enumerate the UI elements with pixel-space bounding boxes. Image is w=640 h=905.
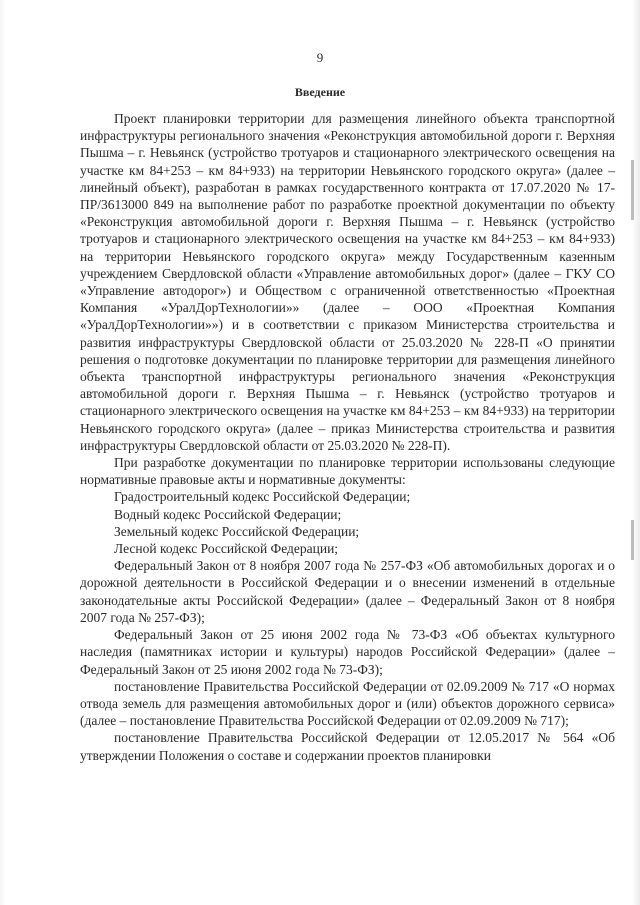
list-item-law-257: Федеральный Закон от 8 ноября 2007 года № 257-ФЗ «Об автомобильных дорогах и о дорожной деятельности в Российской Федерации и о внесении изменений в отдельные законодательные акты Российской Федерации» (далее – Федеральный Закон от 8 ноября 2007 года № 257-ФЗ); (80, 558, 615, 625)
scan-edge-mark (631, 160, 634, 220)
paragraph-intro: Проект планировки территории для размещения линейного объекта транспортной инфраструктуры регионального значения «Реконструкция автомобильной дороги г. Верхняя Пышма – г. Невьянск (устройство тротуаров и стационарного электрического освещения на участке км 84+253 – км 84+933) на территории Невьянского городского округа» (далее – линейный объект), разработан в рамках государственного контракта от 17.07.2020 № 17-ПР/3613000 849 на выполнение работ по разработке проектной документации по объекту «Реконструкция автомобильной дороги г. Верхняя Пышма – г. Невьянск (устройство тротуаров и стационарного электрического освещения на участке км 84+253 – км 84+933) на территории Невьянского городского округа» между Государственным казенным учреждением Свердловской области «Управление автомобильных дорог» (далее – ГКУ СО «Управление автодорог») и Обществом с ограниченной ответственностью «Проектная Компания «УралДорТехнологии»» (далее – ООО «Проектная Компания «УралДорТехнологии»») и в соответствии с приказом Министерства строительства и развития инфраструктуры Свердловской области от 25.03.2020 № 228-П «О принятии решения о подготовке документации по планировке территории для размещения линейного объекта транспортной инфраструктуры регионального значения «Реконструкция автомобильной дороги г. Верхняя Пышма – г. Невьянск (устройство тротуаров и стационарного электрического освещения на участке км 84+253 – км 84+933) на территории Невьянского городского округа» (далее – приказ Министерства строительства и развития инфраструктуры Свердловской области от 25.03.2020 № 228-П). (80, 111, 615, 453)
list-item-land-code: Земельный кодекс Российской Федерации; (114, 523, 360, 539)
section-title: Введение (294, 85, 346, 99)
paragraph-documents-intro: При разработке документации по планировке территории использованы следующие нормативные правовые акты и нормативные документы: (80, 455, 615, 488)
list-item-resolution-564: постановление Правительства Российской Федерации от 12.05.2017 № 564 «Об утверждении Положения о составе и содержании проектов планировки (80, 730, 615, 763)
list-item-grad-code: Градостроительный кодекс Российской Федерации; (114, 489, 411, 505)
list-item-law-73: Федеральный Закон от 25 июня 2002 года № 73-ФЗ «Об объектах культурного наследия (памятниках истории и культуры) народов Российской Федерации» (далее – Федеральный Закон от 25 июня 2002 года № 73-ФЗ); (80, 627, 615, 677)
document-body (80, 110, 615, 764)
scan-edge-mark (631, 520, 634, 560)
list-item-water-code: Водный кодекс Российской Федерации; (114, 506, 342, 522)
page-number: 9 (316, 50, 324, 65)
list-item-resolution-717: постановление Правительства Российской Федерации от 02.09.2009 № 717 «О нормах отвода земель для размещения автомобильных дорог и (или) объектов дорожного сервиса» (далее – постановление Правительства Российской Федерации от 02.09.2009 № 717); (80, 678, 615, 729)
list-item-forest-code: Лесной кодекс Российской Федерации; (114, 541, 339, 557)
